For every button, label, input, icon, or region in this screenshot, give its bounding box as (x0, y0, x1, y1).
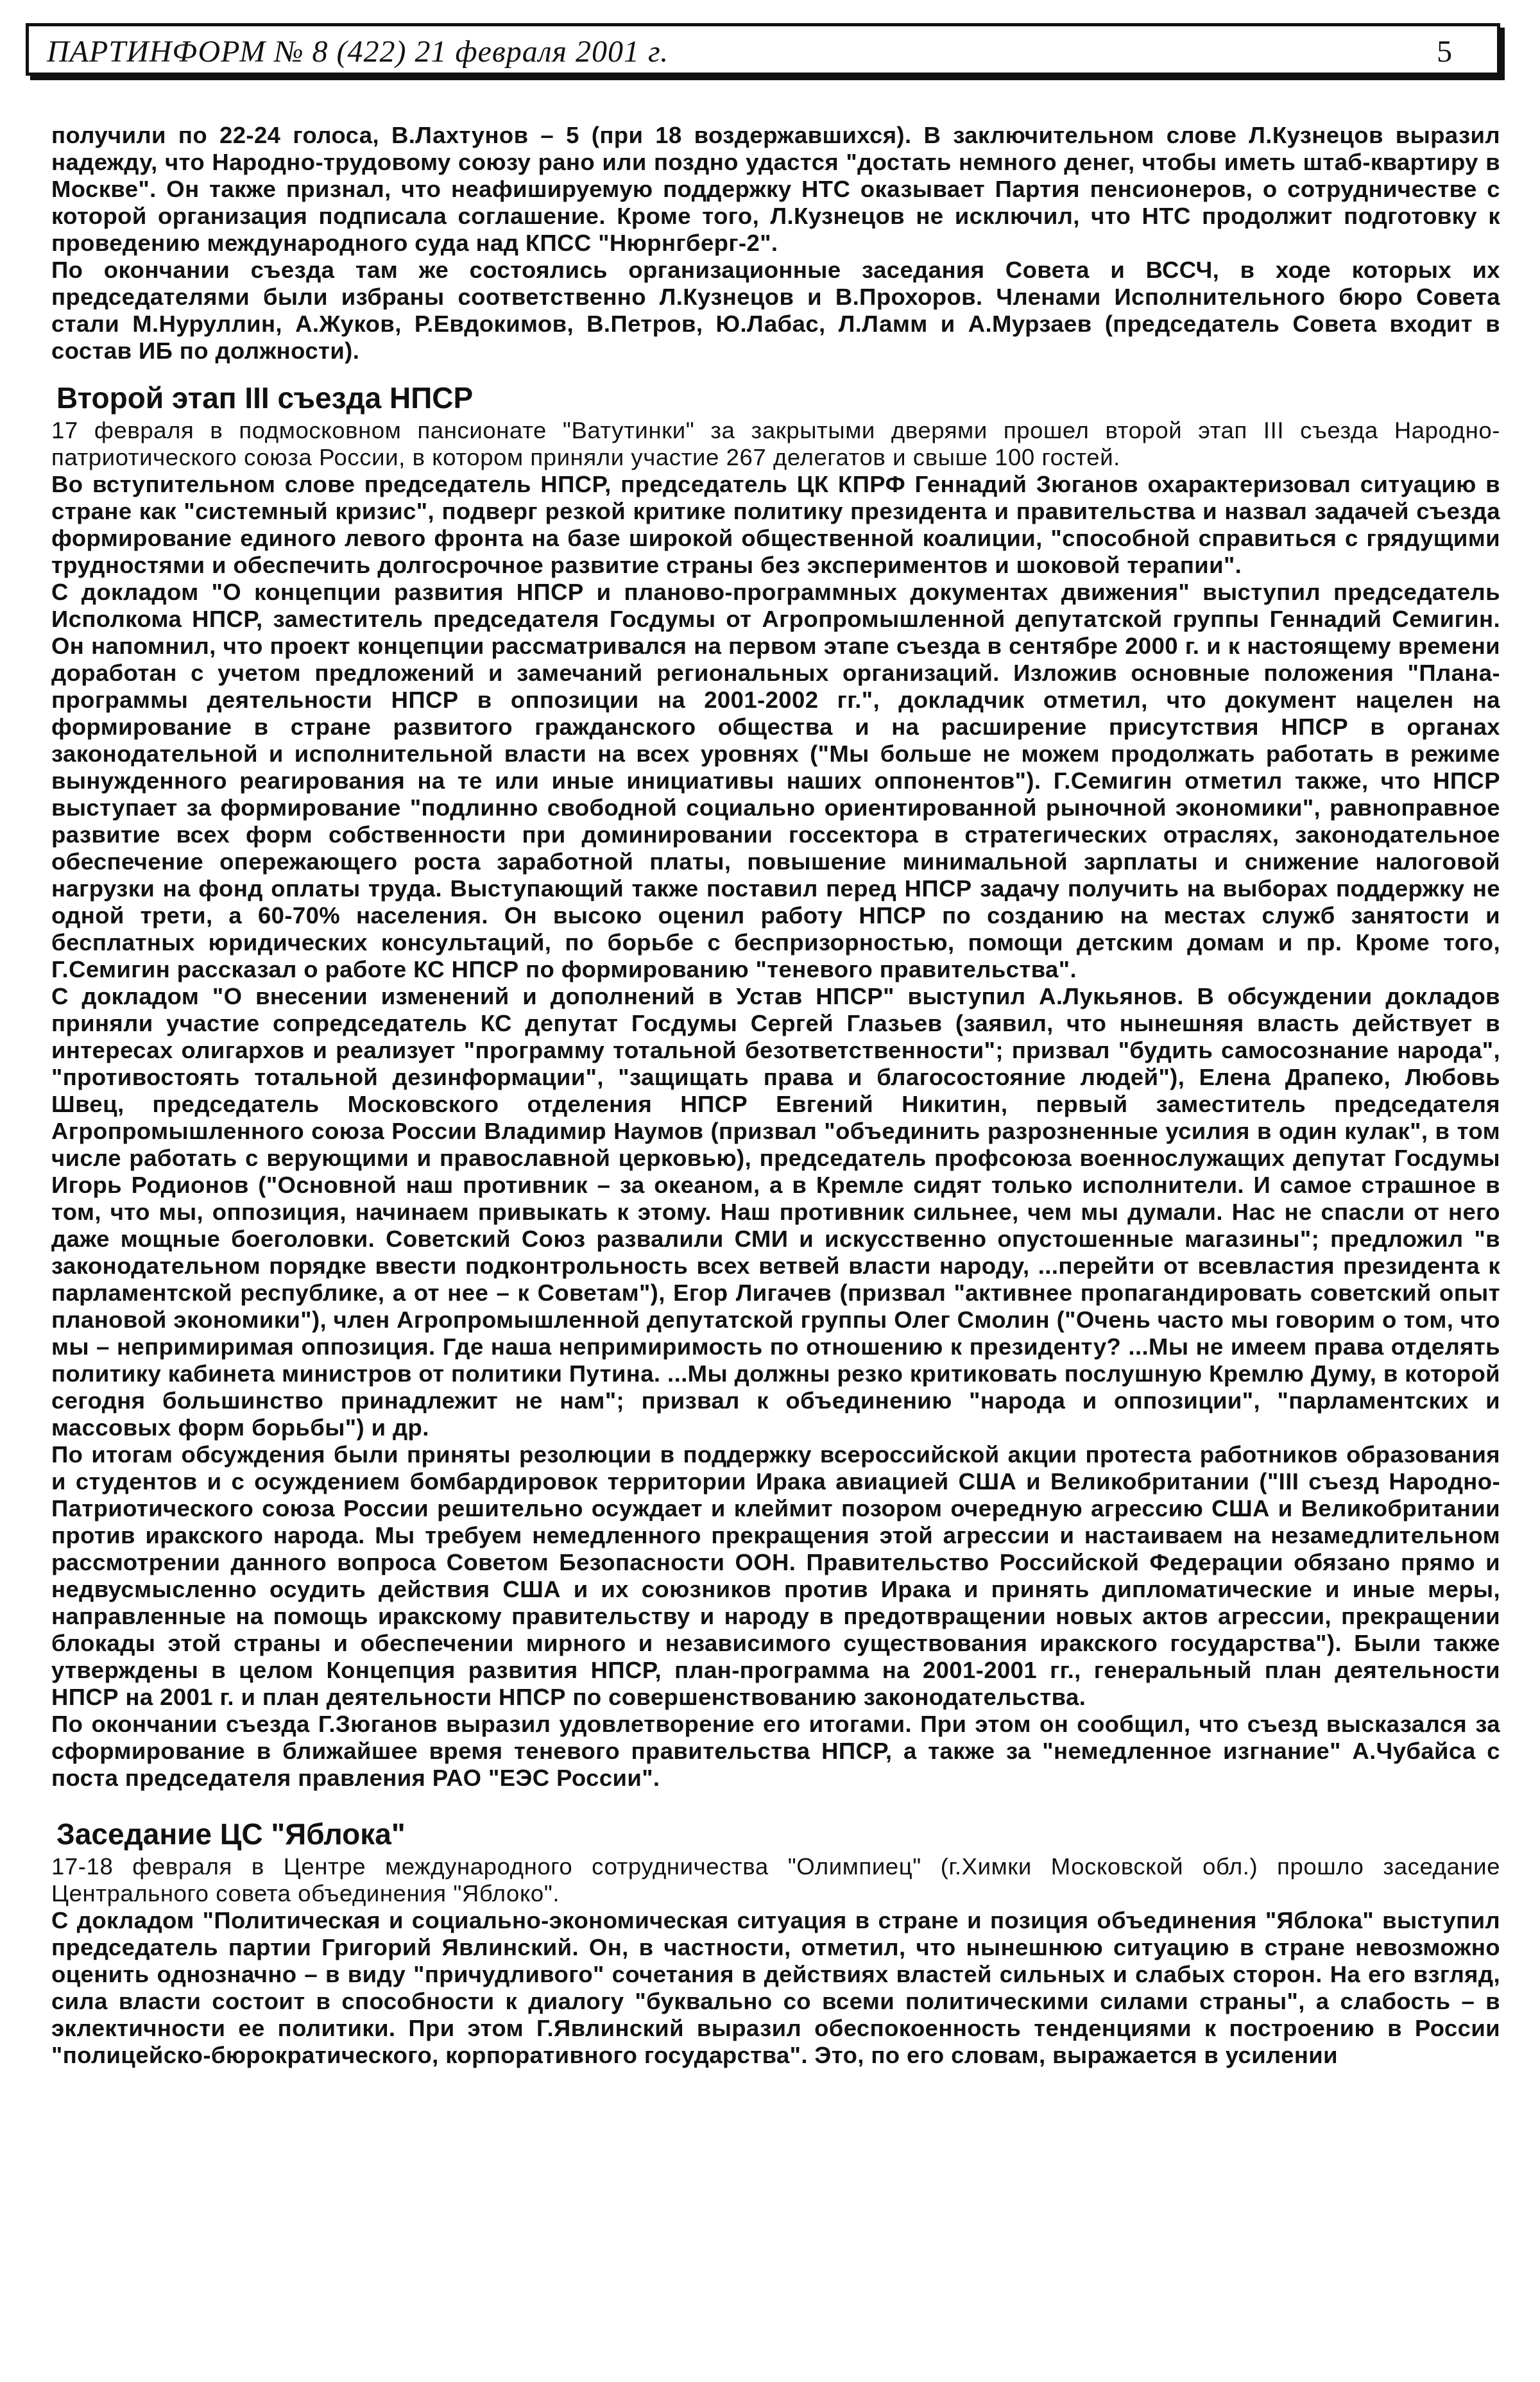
paragraph: получили по 22-24 голоса, В.Лахтунов – 5 (при 18 воздержавшихся). В заключительном слове Л.Кузнецов выразил надежду, что Народно-трудовому союзу рано или поздно удастся "достать немного денег, чтобы иметь штаб-квартиру в Москве". Он также признал, что неафишируемую поддержку НТС оказывает Партия пенсионеров, о сотрудничестве с которой организация подписала соглашение. Кроме того, Л.Кузнецов не исключил, что НТС продолжит подготовку к проведению международного суда над КПСС "Нюрнгберг-2". (51, 122, 1500, 256)
section-heading: Заседание ЦС "Яблока" (56, 1817, 406, 1851)
paragraph: С докладом "Политическая и социально-экономическая ситуация в стране и позиция объединения "Яблока" выступил председатель партии Григорий Явлинский. Он, в частности, отметил, что нынешнюю ситуацию в стране невозможно оценить однозначно – в виду "причудливого" сочетания в действиях властей сильных и слабых сторон. На его взгляд, сила власти состоит в способности к диалогу "буквально со всеми политическими силами страны", а слабость – в эклектичности ее политики. При этом Г.Явлинский выразил обеспокоенность тенденциями к построению в России "полицейско-бюрократического, корпоративного государства". Это, по его словам, выражается в усилении (51, 1907, 1500, 2068)
paragraph: Во вступительном слове председатель НПСР, председатель ЦК КПРФ Геннадий Зюганов охарактеризовал ситуацию в стране как "системный кризис", подверг резкой критике политику президента и правительства и назвал задачей съезда формирование единого левого фронта на базе широкой общественной коалиции, "способной справиться с грядущими трудностями и обеспечить долгосрочное развитие страны без экспериментов и шоковой терапии". (51, 471, 1500, 578)
paragraph: С докладом "О внесении изменений и дополнений в Устав НПСР" выступил А.Лукьянов. В обсуждении докладов приняли участие сопредседатель КС депутат Госдумы Сергей Глазьев (заявил, что нынешняя власть действует в интересах олигархов и реализует "программу тотальной безответственности"; призвал "будить самосознание народа", "противостоять тотальной дезинформации", "защищать права и благосостояние людей"), Елена Драпеко, Любовь Швец, председатель Московского отделения НПСР Евгений Никитин, первый заместитель председателя Агропромышленного союза России Владимир Наумов (призвал "объединить разрозненные усилия в один кулак", в том числе работать с верующими и православной церковью), председатель профсоюза военнослужащих депутат Госдумы Игорь Родионов ("Основной наш противник – за океаном, а в Кремле сидят только исполнители. И самое страшное в том, что мы, оппозиция, начинаем привыкать к этому. Наш противник сильнее, чем мы думали. Нас не спасли от него даже мощные боеголовки. Советский Союз развалили СМИ и искусственно опустошенные магазины"; предложил "в законодательном порядке ввести подконтрольность всех ветвей власти народу, ...перейти от всевластия президента к парламентской республике, а от нее – к Советам"), Егор Лигачев (призвал "активнее пропагандировать советский опыт плановой экономики"), член Агропромышленной депутатской группы Олег Смолин ("Очень часто мы говорим о том, что мы – непримиримая оппозиция. Где наша непримиримость по отношению к президенту? ...Мы не имеем права отделять политику кабинета министров от политики Путина. ...Мы должны резко критиковать послушную Кремлю Думу, в которой сегодня большинство принадлежит не нам"; призвал к объединению "народа и оппозиции", "парламентских и массовых форм борьбы") и др. (51, 983, 1500, 1441)
lead-paragraph: 17-18 февраля в Центре международного сотрудничества "Олимпиец" (г.Химки Московской обл.) прошло заседание Центрального совета объединения "Яблоко". (51, 1853, 1500, 1906)
article-body (51, 122, 1500, 2069)
header-title: ПАРТИНФОРМ № 8 (422) 21 февраля 2001 г. (47, 35, 669, 69)
paragraph: По окончании съезда Г.Зюганов выразил удовлетворение его итогами. При этом он сообщил, что съезд высказался за сформирование в ближайшее время теневого правительства НПСР, а также за "немедленное изгнание" А.Чубайса с поста председателя правления РАО "ЕЭС России". (51, 1711, 1500, 1791)
section-heading: Второй этап III съезда НПСР (56, 381, 474, 415)
lead-paragraph: 17 февраля в подмосковном пансионате "Ватутинки" за закрытыми дверями прошел второй этап III съезда Народно-патриотического союза России, в котором приняли участие 267 делегатов и свыше 100 гостей. (51, 417, 1500, 470)
page-number: 5 (1437, 35, 1452, 69)
paragraph: По итогам обсуждения были приняты резолюции в поддержку всероссийской акции протеста работников образования и студентов и с осуждением бомбардировок территории Ирака авиацией США и Великобритании ("III съезд Народно-Патриотического союза России решительно осуждает и клеймит позором очередную агрессию США и Великобритании против иракского народа. Мы требуем немедленного прекращения этой агрессии и настаиваем на незамедлительном рассмотрении данного вопроса Советом Безопасности ООН. Правительство Российской Федерации обязано прямо и недвусмысленно осудить действия США и их союзников против Ирака и принять дипломатические и иные меры, направленные на помощь иракскому правительству и народу в предотвращении новых актов агрессии, прекращении блокады этой страны и обеспечении мирного и независимого существования иракского государства"). Были также утверждены в целом Концепция развития НПСР, план-программа на 2001-2001 гг., генеральный план деятельности НПСР на 2001 г. и план деятельности НПСР по совершенствованию законодательства. (51, 1441, 1500, 1710)
page-header (26, 23, 1500, 76)
paragraph: С докладом "О концепции развития НПСР и планово-программных документах движения" выступил председатель Исполкома НПСР, заместитель председателя Госдумы от Агропромышленной депутатской группы Геннадий Семигин. Он напомнил, что проект концепции рассматривался на первом этапе съезда в сентябре 2000 г. и к настоящему времени доработан с учетом предложений и замечаний региональных организаций. Изложив основные положения "Плана-программы деятельности НПСР в оппозиции на 2001-2002 гг.", докладчик отметил, что документ нацелен на формирование в стране развитого гражданского общества и на расширение присутствия НПСР в органах законодательной и исполнительной власти на всех уровнях ("Мы больше не можем продолжать работать в режиме вынужденного реагирования на те или иные инициативы наших оппонентов"). Г.Семигин отметил также, что НПСР выступает за формирование "подлинно свободной социально ориентированной рыночной экономики", равноправное развитие всех форм собственности при доминировании госсектора в стратегических отраслях, законодательное обеспечение опережающего роста заработной платы, повышение минимальной зарплаты и снижение налоговой нагрузки на фонд оплаты труда. Выступающий также поставил перед НПСР задачу получить на выборах поддержку не одной трети, а 60-70% населения. Он высоко оценил работу НПСР по созданию на местах служб занятости и бесплатных юридических консультаций, по борьбе с беспризорностью, помощи детским домам и пр. Кроме того, Г.Семигин рассказал о работе КС НПСР по формированию "теневого правительства". (51, 579, 1500, 982)
paragraph: По окончании съезда там же состоялись организационные заседания Совета и ВССЧ, в ходе которых их председателями были избраны соответственно Л.Кузнецов и В.Прохоров. Членами Исполнительного бюро Совета стали М.Нуруллин, А.Жуков, Р.Евдокимов, В.Петров, Ю.Лабас, Л.Ламм и А.Мурзаев (председатель Совета входит в состав ИБ по должности). (51, 257, 1500, 364)
